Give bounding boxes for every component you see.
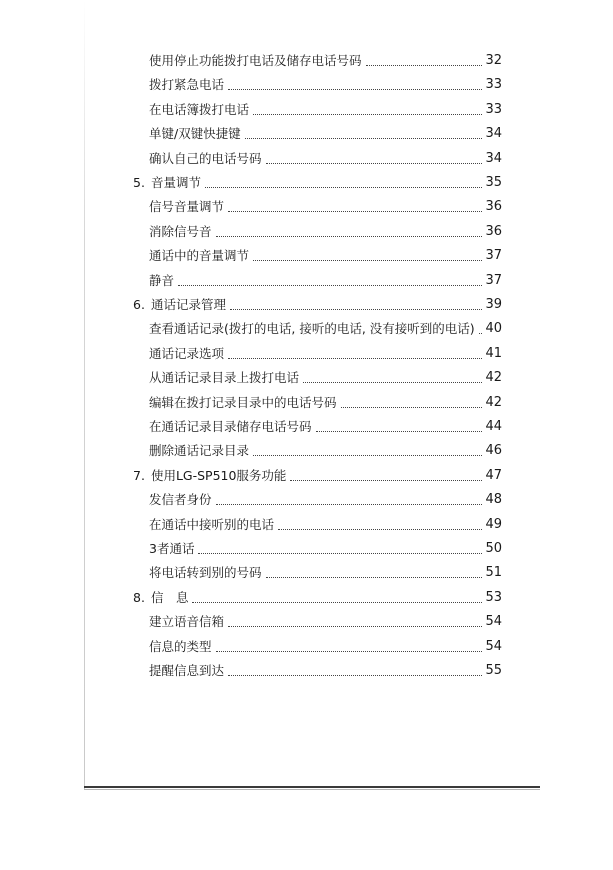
toc-entry[interactable] [149, 74, 502, 94]
toc-page-number: 50 [485, 541, 502, 556]
toc-page-number: 33 [485, 77, 502, 93]
toc-entry-label: 通话中的音量调节 [149, 248, 250, 264]
toc-dot-leader [178, 285, 482, 286]
toc-entry[interactable] [149, 562, 502, 582]
toc-entry[interactable] [149, 245, 502, 265]
toc-dot-leader [228, 211, 482, 212]
toc-page-number: 44 [485, 419, 502, 434]
toc-page-number: 55 [485, 663, 502, 678]
toc-entry[interactable] [149, 440, 502, 460]
toc-page-number: 37 [485, 272, 502, 288]
toc-entry[interactable] [149, 636, 502, 656]
toc-entry-label: 建立语音信箱 [149, 614, 225, 630]
toc-entry[interactable] [149, 392, 502, 412]
toc-entry-label: 通话记录管理 [150, 297, 226, 312]
toc-entry-label: 拨打紧急电话 [149, 77, 225, 93]
toc-page-number: 33 [485, 101, 502, 117]
toc-page-number: 54 [485, 638, 502, 654]
toc-chapter-number: 8. [133, 589, 145, 605]
toc-chapter-entry[interactable] [133, 587, 502, 607]
toc-page-number: 49 [485, 516, 502, 532]
toc-entry-label: 编辑在拨打记录目录中的电话号码 [149, 394, 337, 410]
toc-page-number: 46 [485, 443, 502, 459]
toc-entry-label: 确认自己的电话号码 [149, 150, 262, 166]
toc-dot-leader [216, 236, 483, 237]
toc-dot-leader [366, 65, 483, 66]
toc-entry-label: 发信者身份 [149, 492, 212, 508]
toc-entry-label: 删除通话记录目录 [149, 443, 250, 459]
toc-page-number: 34 [485, 126, 502, 142]
toc-entry-label: 在通话记录目录储存电话号码 [149, 419, 312, 434]
toc-entry[interactable] [149, 99, 502, 119]
toc-dot-leader [266, 577, 483, 578]
toc-entry[interactable] [149, 270, 502, 290]
toc-chapter-number: 6. [133, 297, 145, 312]
toc-entry[interactable] [149, 343, 502, 363]
toc-dot-leader [198, 553, 482, 554]
toc-page-number: 36 [485, 223, 502, 239]
toc-page-number: 48 [485, 492, 502, 508]
toc-entry[interactable] [149, 416, 502, 436]
toc-entry-label: 消除信号音 [149, 223, 212, 239]
toc-dot-leader [245, 138, 483, 139]
toc-page-number: 40 [485, 321, 502, 337]
toc-entry-label: 信息的类型 [149, 638, 212, 654]
toc-entry-label: 信号音量调节 [149, 199, 225, 215]
toc-entry-label: 将电话转到别的号码 [149, 565, 262, 581]
toc-chapter-entry[interactable] [133, 465, 502, 485]
toc-dot-leader [205, 187, 483, 188]
toc-entry[interactable] [149, 611, 502, 631]
toc-page-number: 32 [485, 53, 502, 68]
toc-chapter-number: 7. [133, 467, 145, 483]
toc-chapter-entry[interactable] [133, 294, 502, 314]
toc-entry[interactable] [149, 50, 502, 70]
toc-dot-leader [230, 309, 483, 310]
toc-dot-leader [341, 407, 483, 408]
toc-dot-leader [228, 675, 482, 676]
toc-dot-leader [253, 260, 482, 261]
toc-entry[interactable] [149, 221, 502, 241]
toc-dot-leader [228, 89, 482, 90]
bottom-rule-shadow [84, 789, 540, 790]
toc-dot-leader [266, 163, 483, 164]
toc-dot-leader [216, 651, 483, 652]
toc-dot-leader [290, 480, 482, 481]
toc-entry-label: 提醒信息到达 [149, 663, 225, 678]
toc-entry[interactable] [149, 489, 502, 509]
toc-entry[interactable] [149, 514, 502, 534]
toc-entry[interactable] [149, 148, 502, 168]
toc-page-number: 54 [485, 614, 502, 630]
toc-chapter-entry[interactable] [133, 172, 502, 192]
toc-entry[interactable] [149, 123, 502, 143]
page-edge [84, 0, 85, 790]
toc-entry-label: 在电话簿拨打电话 [149, 101, 250, 117]
toc-dot-leader [479, 333, 483, 334]
toc-entry-label: 使用停止功能拨打电话及储存电话号码 [149, 53, 362, 68]
toc-page-number: 34 [485, 150, 502, 166]
toc-chapter-number: 5. [133, 175, 145, 190]
toc-entry[interactable] [149, 538, 502, 558]
toc-entry-label: 使用LG-SP510服务功能 [150, 467, 287, 483]
toc-entry[interactable] [149, 318, 502, 338]
toc-entry[interactable] [149, 196, 502, 216]
toc-dot-leader [192, 602, 482, 603]
toc-dot-leader [278, 529, 482, 530]
toc-entry-label: 3者通话 [149, 541, 195, 556]
toc-page-number: 42 [485, 394, 502, 410]
toc-dot-leader [316, 431, 483, 432]
toc-dot-leader [253, 455, 482, 456]
toc-page-number: 47 [485, 467, 502, 483]
toc-page-number: 51 [485, 565, 502, 581]
toc-entry-label: 从通话记录目录上拨打电话 [149, 370, 300, 386]
toc-page-number: 35 [485, 175, 502, 190]
toc-entry-label: 查看通话记录(拨打的电话, 接听的电话, 没有接听到的电话) [149, 321, 475, 337]
toc-entry-label: 单键/双键快捷键 [149, 126, 241, 142]
toc-dot-leader [303, 382, 482, 383]
bottom-rule [84, 786, 540, 788]
toc-dot-leader [228, 626, 482, 627]
toc-dot-leader [253, 114, 482, 115]
toc-entry[interactable] [149, 660, 502, 680]
toc-page-number: 41 [485, 345, 502, 361]
toc-entry-label: 静音 [149, 272, 175, 288]
toc-dot-leader [216, 504, 483, 505]
toc-page-number: 53 [485, 589, 502, 605]
toc-entry-label: 通话记录选项 [149, 345, 225, 361]
toc-page-number: 42 [485, 370, 502, 386]
toc-entry-label: 信 息 [150, 589, 189, 605]
toc-entry-label: 音量调节 [150, 175, 201, 190]
toc-dot-leader [228, 358, 482, 359]
toc-entry-label: 在通话中接听别的电话 [149, 516, 275, 532]
toc-page-number: 36 [485, 199, 502, 215]
toc-page-number: 39 [485, 297, 502, 312]
toc-entry[interactable] [149, 367, 502, 387]
toc-page-number: 37 [485, 248, 502, 264]
